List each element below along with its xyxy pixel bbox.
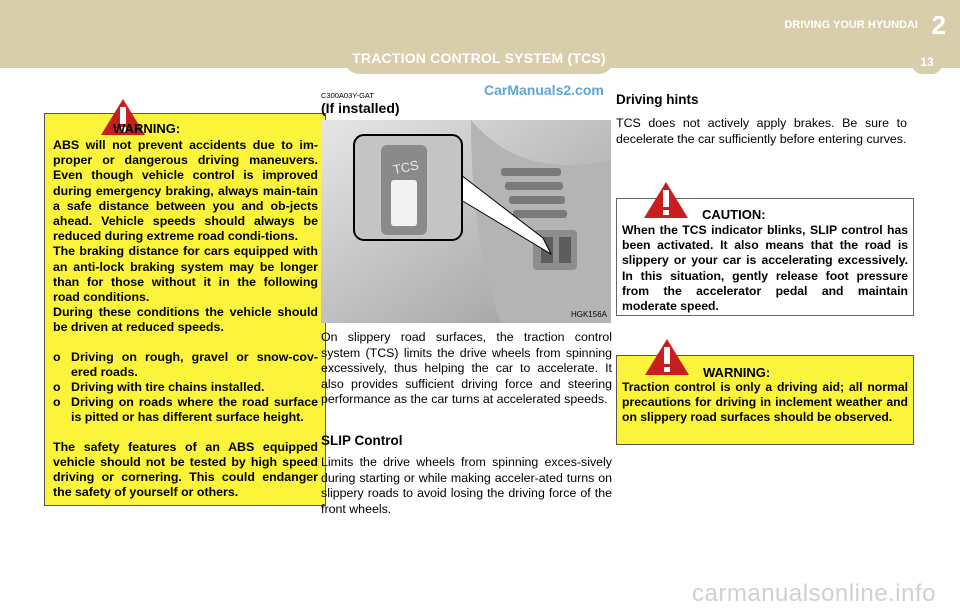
list-item: o Driving with tire chains installed. [53, 380, 265, 395]
watermark-link[interactable]: CarManuals2.com [484, 82, 604, 98]
warning-triangle-icon [644, 338, 690, 376]
warning-paragraph: During these conditions the vehicle should be driven at reduced speeds. [53, 305, 318, 335]
caution-body: When the TCS indicator blinks, SLIP control has been activated. It also means that the road is slippery or your car is accelerating excessively. In this situation, gently release foot pressure from the accelerator pedal and maintain moderate speed. [622, 223, 908, 314]
caution-title: CAUTION: [702, 207, 766, 222]
chapter-label: DRIVING YOUR HYUNDAI [784, 19, 918, 31]
slip-control-heading: SLIP Control [321, 433, 403, 448]
abs-warning-box [44, 113, 326, 506]
warning-paragraph: ABS will not prevent accidents due to im-proper or dangerous driving maneuvers. Even though vehicle control is improved during emergency braking, always main-tain a safe distance between you and ob-jects ahead. Vehicle speeds should always be reduced during extreme road condi-tions. [53, 138, 318, 244]
section-title: TRACTION CONTROL SYSTEM (TCS) [352, 50, 606, 66]
footer-watermark: carmanualsonline.info [692, 580, 936, 607]
warning-paragraph: The braking distance for cars equipped with an anti-lock braking system may be longer than for those without it in the following road conditions. [53, 244, 318, 305]
caution-triangle-icon [643, 181, 689, 219]
driving-hints-heading: Driving hints [616, 92, 699, 107]
tcs-warning-box [616, 355, 914, 445]
tcs-switch-illustration [321, 120, 611, 323]
list-item: o Driving on roads where the road surface is pitted or has different surface height. [53, 395, 318, 425]
tcs-button-label: TCS [391, 157, 421, 178]
section-code: C300A03Y-GAT [321, 91, 374, 100]
caution-box [616, 198, 914, 316]
list-item: o Driving on rough, gravel or snow-cov-ered roads. [53, 349, 318, 379]
chapter-number: 2 [931, 10, 946, 40]
section-tab [345, 44, 613, 74]
warning-body [53, 138, 318, 500]
warning-title: WARNING: [113, 121, 181, 136]
warning-body: Traction control is only a driving aid; all normal precautions for driving in inclement weather and on slippery road surfaces should be observed. [622, 380, 908, 425]
page-number: 13 [912, 52, 942, 74]
slip-control-description: Limits the drive wheels from spinning exces-sively during starting or while making acceler-ated turns on slippery roads to avoid losing the driving force of the front wheels. [321, 455, 612, 516]
if-installed-heading: (If installed) [321, 100, 400, 116]
driving-hints-text: TCS does not actively apply brakes. Be sure to decelerate the car sufficiently before entering curves. [616, 116, 907, 146]
figure-code: HGK156A [570, 310, 607, 319]
tcs-switch-figure [321, 120, 611, 323]
warning-paragraph: The safety features of an ABS equipped vehicle should not be tested by high speed driving or cornering. This could endanger the safety of yourself or others. [53, 439, 318, 500]
warning-title: WARNING: [703, 365, 771, 380]
tcs-description: On slippery road surfaces, the traction control system (TCS) limits the drive wheels from spinning excessively, thus helping the car to accelerate. It also provides sufficient driving force and steering performance as the car turns at accelerated speeds. [321, 330, 612, 407]
